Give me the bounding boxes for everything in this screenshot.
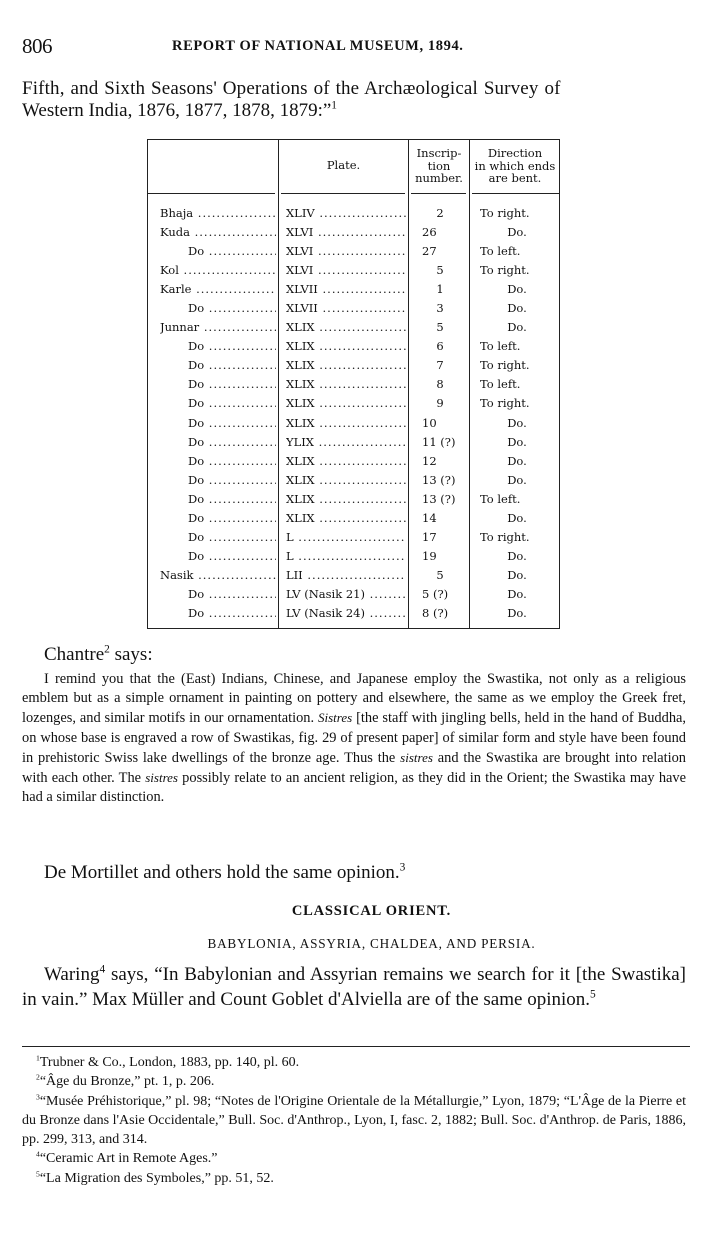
cell-site: Karle ..... — [160, 280, 276, 299]
subsection-heading-babylonia: BABYLONIA, ASSYRIA, CHALDEA, AND PERSIA. — [207, 936, 536, 951]
table-row — [148, 242, 561, 261]
footnote-5: $^5$“La Migration des Symboles,” pp. 51, 52. — [36, 1169, 274, 1186]
footnote-ref: 1 — [331, 99, 337, 112]
cell-inscription-number: 5 — [436, 320, 444, 335]
footnote-ref: 2 — [104, 643, 110, 656]
cell-site: Do ..... — [188, 585, 276, 604]
table-row — [148, 394, 561, 413]
cell-direction: Do. — [507, 225, 527, 240]
cell-plate: XLIX ..... — [286, 318, 406, 337]
running-head — [22, 34, 702, 58]
footnote-1: $^1$Trubner & Co., London, 1883, pp. 140, pl. 60. — [36, 1053, 300, 1070]
cell-plate: LV (Nasik 24) ..... — [286, 604, 406, 623]
cell-plate: XLIX ..... — [286, 452, 406, 471]
table-row — [148, 204, 561, 223]
page-number: 806 — [22, 34, 52, 58]
cell-direction: To right. — [480, 206, 530, 220]
cell-direction: Do. — [507, 605, 527, 620]
footnote-2: $^2$“Âge du Bronze,” pt. 1, p. 206. — [36, 1072, 215, 1090]
cell-inscription-number: 13 (?) — [422, 472, 456, 487]
header-direction: Direction in which ends are bent. — [474, 146, 556, 185]
cell-direction: Do. — [507, 453, 527, 468]
cell-direction: To left. — [480, 244, 521, 259]
cell-inscription-number: 26 — [422, 225, 437, 240]
cell-plate: L ..... — [286, 547, 406, 566]
footnote-ref: 3 — [399, 861, 406, 874]
intro-citation — [22, 78, 692, 122]
cell-direction: Do. — [507, 434, 527, 449]
cell-plate: XLVII ..... — [286, 299, 406, 318]
cell-plate: XLVI ..... — [286, 242, 406, 261]
cell-site: Do ..... — [188, 604, 276, 623]
table-row — [148, 337, 561, 356]
table-row — [148, 490, 561, 509]
table-row — [148, 433, 561, 452]
cell-inscription-number: 14 — [422, 510, 437, 525]
cell-direction: Do. — [507, 548, 527, 563]
cell-site: Do ..... — [188, 528, 276, 547]
cell-inscription-number: 17 — [422, 529, 437, 544]
footnote-3: $^3$“Musée Préhistorique,” pl. 98; “Notes de l'Origine Orientale de la Métallurgie,” Lyon, 1879; “L'Âge de la Pierre et du Bronze dans l'Asie Occidentale,” Bull. Soc. d'Anthrop., Lyon, I, fasc. 2, 1882; Bull. Soc. d'Anthrop. de Paris, 1886, pp. 299, 313, and 314. — [22, 1091, 686, 1148]
cell-plate: XLVI ..... — [286, 223, 406, 242]
table-row — [148, 223, 561, 242]
cell-plate: XLIX ..... — [286, 337, 406, 356]
cell-plate: XLIX ..... — [286, 509, 406, 528]
cell-plate: YLIX ..... — [286, 433, 406, 452]
table-row — [148, 299, 561, 318]
cell-site: Do ..... — [188, 394, 276, 413]
table-row — [148, 528, 561, 547]
running-title: REPORT OF NATIONAL MUSEUM, 1894. — [172, 38, 464, 54]
cell-site: Do ..... — [188, 452, 276, 471]
cell-site: Do ..... — [188, 547, 276, 566]
cell-inscription-number: 6 — [436, 339, 444, 354]
table-row — [148, 547, 561, 566]
cell-plate: XLIX ..... — [286, 394, 406, 413]
header-plate: Plate. — [326, 158, 361, 172]
cell-site: Do ..... — [188, 471, 276, 490]
mortillet-sentence: De Mortillet and others hold the same opinion.$^3$ — [44, 861, 406, 883]
intro-line-2: Western India, 1876, 1877, 1878, 1879:”$^1$ — [22, 99, 337, 121]
cell-site: Do ..... — [188, 337, 276, 356]
table-row — [148, 604, 561, 623]
cell-direction: Do. — [507, 510, 527, 525]
table-row — [148, 318, 561, 337]
cell-direction: Do. — [507, 282, 527, 297]
chantre-intro: Chantre$^2$ says: — [44, 643, 153, 665]
table-row — [148, 566, 561, 585]
cell-inscription-number: 12 — [422, 453, 437, 468]
table-row — [148, 261, 561, 280]
cell-plate: XLIX ..... — [286, 356, 406, 375]
cell-inscription-number: 5 — [436, 567, 444, 582]
cell-site: Do ..... — [188, 242, 276, 261]
cell-direction: Do. — [507, 586, 527, 601]
cell-inscription-number: 8 — [436, 377, 444, 392]
header-inscription-number: Inscrip- tion number. — [415, 146, 463, 185]
table-row — [148, 280, 561, 299]
cell-direction: To right. — [480, 358, 530, 373]
cell-direction: Do. — [507, 567, 527, 582]
section-heading-classical-orient: CLASSICAL ORIENT. — [291, 903, 452, 919]
cell-plate: XLIX ..... — [286, 375, 406, 394]
footnote-4: $^4$“Ceramic Art in Remote Ages.” — [36, 1149, 218, 1167]
cell-site: Bhaja ..... — [160, 204, 276, 223]
cell-direction: Do. — [507, 301, 527, 316]
cell-direction: To left. — [480, 491, 521, 506]
waring-paragraph: Waring$^4$ says, “In Babylonian and Assyrian remains we search for it [the Swastika] in vain.” Max Müller and Count Goblet d'Alviella are of the same opinion.$^5$ — [22, 963, 686, 1010]
table-body — [148, 204, 561, 623]
cell-inscription-number: 11 (?) — [422, 434, 456, 449]
footnote-divider — [22, 1046, 690, 1047]
table-row — [148, 375, 561, 394]
footnote-ref: 4 — [99, 963, 106, 976]
cell-direction: To right. — [480, 263, 530, 278]
cell-direction: To left. — [480, 377, 521, 392]
cell-site: Do ..... — [188, 490, 276, 509]
cell-inscription-number: 7 — [436, 358, 444, 373]
cell-direction: Do. — [507, 415, 527, 430]
cell-site: Do ..... — [188, 433, 276, 452]
cell-site: Kol ..... — [160, 261, 276, 280]
cell-site: Do ..... — [188, 375, 276, 394]
table-row — [148, 414, 561, 433]
cell-inscription-number: 13 (?) — [422, 491, 456, 506]
table-row — [148, 356, 561, 375]
cell-plate: XLIX ..... — [286, 490, 406, 509]
cell-direction: Do. — [507, 320, 527, 335]
cell-plate: XLVII ..... — [286, 280, 406, 299]
header-rule — [472, 193, 559, 194]
cell-direction: To left. — [480, 339, 521, 354]
footnote-ref: 5 — [590, 988, 596, 1001]
cell-plate: XLIV ..... — [286, 204, 406, 223]
cell-plate: XLIX ..... — [286, 471, 406, 490]
cell-inscription-number: 5 (?) — [422, 586, 449, 601]
cell-inscription-number: 19 — [422, 548, 437, 563]
cell-inscription-number: 5 — [436, 263, 444, 278]
cell-site: Do ..... — [188, 414, 276, 433]
chantre-quote: I remind you that the (East) Indians, Chinese, and Japanese employ the Swastika, not only as a religious emblem but as a simple ornament in painting on pottery and elsewhere, the same as we employ the Greek fret, lozenges, and similar motifs in our ornamentation. Sistres [the staff with jingling bells, held in the hand of Buddha, on whose base is engraved a row of Swastikas, fig. 29 of present paper] of similar form and style have been found in prehistoric Swiss lake dwellings of the bronze age. Thus the sistres and the Swastika are brought into relation with each other. The sistres possibly relate to an ancient religion, as they did in the Orient; the Swastika may have had a similar distinction. — [22, 671, 686, 806]
cell-inscription-number: 8 (?) — [422, 605, 449, 620]
table-row — [148, 452, 561, 471]
cell-inscription-number: 3 — [436, 301, 444, 316]
cell-inscription-number: 9 — [436, 396, 444, 411]
cell-site: Junnar ..... — [160, 318, 276, 337]
header-rule — [148, 193, 275, 194]
cell-plate: XLIX ..... — [286, 414, 406, 433]
cell-site: Do ..... — [188, 509, 276, 528]
cell-inscription-number: 10 — [422, 415, 437, 430]
cell-direction: To right. — [480, 396, 530, 411]
header-rule — [281, 193, 405, 194]
inscription-table — [147, 139, 560, 629]
intro-line-1: Fifth, and Sixth Seasons' Operations of the Archæological Survey of — [22, 78, 561, 99]
cell-inscription-number: 27 — [422, 244, 437, 259]
cell-site: Do ..... — [188, 299, 276, 318]
cell-inscription-number: 1 — [436, 282, 444, 297]
cell-inscription-number: 2 — [436, 206, 444, 220]
table-row — [148, 471, 561, 490]
cell-direction: To right. — [480, 529, 530, 544]
table-row — [148, 585, 561, 604]
cell-site: Kuda ..... — [160, 223, 276, 242]
cell-direction: Do. — [507, 472, 527, 487]
cell-plate: LV (Nasik 21) ..... — [286, 585, 406, 604]
cell-site: Do ..... — [188, 356, 276, 375]
cell-site: Nasik ..... — [160, 566, 276, 585]
cell-plate: L ..... — [286, 528, 406, 547]
header-rule — [411, 193, 466, 194]
cell-plate: XLVI ..... — [286, 261, 406, 280]
footnotes — [22, 1053, 686, 1188]
table-row — [148, 509, 561, 528]
cell-plate: LII ..... — [286, 566, 406, 585]
